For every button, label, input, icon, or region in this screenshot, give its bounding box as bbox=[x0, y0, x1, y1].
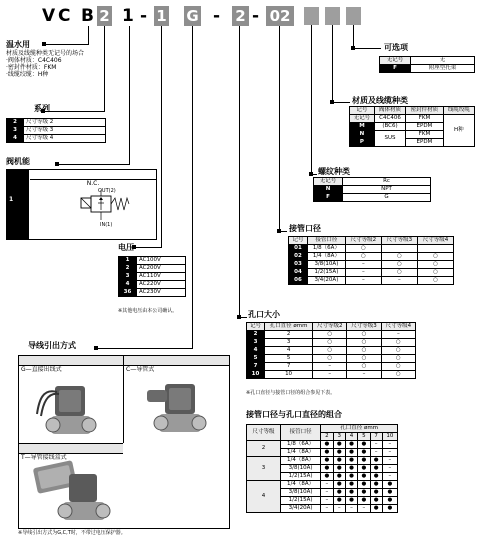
table-cell: ● bbox=[382, 497, 397, 505]
table-cell: ○ bbox=[417, 261, 453, 269]
table-cell: 2 bbox=[265, 331, 313, 339]
table-cell: 尺寸等级2 bbox=[313, 323, 347, 331]
table-cell: 10 bbox=[265, 371, 313, 379]
table-cell: 2 bbox=[247, 441, 281, 457]
table-cell: AC220V bbox=[137, 281, 186, 289]
option-title: 可选项 bbox=[384, 43, 408, 52]
table-cell: ● bbox=[358, 481, 370, 489]
table-cell: 无记号 bbox=[314, 178, 343, 186]
code-thread-box bbox=[304, 7, 319, 25]
table-cell: 记号 bbox=[350, 107, 375, 115]
table-cell: F bbox=[380, 65, 411, 73]
table-row bbox=[247, 371, 416, 379]
table-cell: 4 bbox=[345, 433, 357, 441]
in-label: IN(1) bbox=[100, 222, 113, 228]
table-cell: – bbox=[370, 449, 382, 457]
table-cell: ● bbox=[345, 497, 357, 505]
code-char-b: B bbox=[81, 6, 94, 26]
table-cell: ○ bbox=[313, 339, 347, 347]
combo-title: 接管口径与孔口直径的组合 bbox=[246, 410, 342, 419]
table-cell: AC110V bbox=[137, 273, 186, 281]
table-cell: 1/2(15A) bbox=[307, 269, 345, 277]
table-cell: ● bbox=[358, 457, 370, 465]
table-cell: ● bbox=[345, 473, 357, 481]
table-cell: 4 bbox=[119, 281, 137, 289]
lead-title: 导线引出方式 bbox=[28, 341, 76, 350]
table-cell: ● bbox=[345, 441, 357, 449]
table-cell: ○ bbox=[313, 347, 347, 355]
port-size-title: 接管口径 bbox=[289, 224, 321, 233]
orifice-title: 孔口大小 bbox=[248, 310, 280, 319]
table-row bbox=[119, 281, 186, 289]
orifice-note: ※孔口直径与接管口径的组合参见下表。 bbox=[246, 390, 336, 396]
valve-function-code: 1 bbox=[9, 196, 14, 203]
voltage-note: ※其他电压由本公司确认。 bbox=[118, 308, 178, 314]
table-cell: ○ bbox=[347, 331, 381, 339]
temp-water-line-1: 材质及线缆种类无记号的场合 bbox=[6, 50, 85, 57]
lead-c-label: C—导管式 bbox=[126, 366, 155, 373]
table-cell: 1/4（8A） bbox=[280, 481, 320, 489]
table-cell: G bbox=[343, 194, 431, 202]
table-cell: ● bbox=[370, 481, 382, 489]
table-row bbox=[380, 57, 475, 65]
table-row bbox=[314, 194, 431, 202]
table-cell: 1/4（8A） bbox=[307, 253, 345, 261]
material-title: 材质及线缆种类 bbox=[352, 96, 408, 105]
table-cell: ● bbox=[333, 473, 345, 481]
table-cell: ○ bbox=[345, 253, 381, 261]
table-cell: 3/4(20A) bbox=[307, 277, 345, 285]
table-cell: FKM bbox=[406, 131, 444, 139]
table-cell: 4 bbox=[247, 347, 265, 355]
table-cell: 36 bbox=[119, 289, 137, 297]
table-cell: ○ bbox=[345, 245, 381, 253]
table-row bbox=[247, 355, 416, 363]
table-cell: ○ bbox=[417, 253, 453, 261]
table-cell: ● bbox=[370, 505, 382, 513]
table-cell: 尺寸等级3 bbox=[381, 237, 417, 245]
table-cell: ● bbox=[333, 449, 345, 457]
out-label: OUT(2) bbox=[98, 188, 116, 194]
table-cell: FKM bbox=[406, 115, 444, 123]
table-cell: 1/8（6A） bbox=[307, 245, 345, 253]
table-cell: M bbox=[350, 123, 375, 131]
table-cell: 3 bbox=[7, 127, 24, 135]
thread-table bbox=[313, 177, 431, 202]
table-cell: 10 bbox=[247, 371, 265, 379]
table-cell: – bbox=[382, 457, 397, 465]
table-cell: – bbox=[370, 441, 382, 449]
table-cell: – bbox=[358, 505, 370, 513]
code-option-box bbox=[346, 7, 361, 25]
table-cell: ○ bbox=[381, 347, 415, 355]
table-cell: ● bbox=[370, 465, 382, 473]
temp-water-line-3: ·密封件材质：FKM bbox=[6, 64, 57, 71]
table-row bbox=[7, 127, 106, 135]
code-dash-1: - bbox=[140, 6, 148, 26]
table-row bbox=[119, 257, 186, 265]
table-cell: ● bbox=[333, 481, 345, 489]
table-cell: P bbox=[350, 139, 375, 147]
table-cell: 2 bbox=[247, 331, 265, 339]
table-cell: ○ bbox=[381, 355, 415, 363]
lead-box bbox=[18, 355, 230, 529]
valve-g-image bbox=[33, 370, 109, 440]
table-cell: 03 bbox=[289, 261, 308, 269]
table-cell: 1/2(15A) bbox=[280, 497, 320, 505]
table-cell: (BC6) bbox=[374, 123, 405, 131]
table-cell: ● bbox=[321, 449, 333, 457]
table-cell: 04 bbox=[289, 269, 308, 277]
table-cell: 接管口径 bbox=[280, 425, 320, 441]
table-cell: – bbox=[381, 331, 415, 339]
table-cell: 06 bbox=[289, 277, 308, 285]
table-cell: 尺寸等级 bbox=[247, 425, 281, 441]
table-cell: 1/8（6A） bbox=[280, 441, 320, 449]
table-cell: ○ bbox=[417, 269, 453, 277]
table-row bbox=[380, 65, 475, 73]
table-cell: 记号 bbox=[247, 323, 265, 331]
code-char-1: 1 bbox=[122, 6, 134, 26]
table-cell: 尺寸等级 2 bbox=[24, 119, 106, 127]
nc-label: N.C. bbox=[86, 180, 100, 187]
table-cell: 无 bbox=[411, 57, 475, 65]
table-cell: ● bbox=[358, 465, 370, 473]
lead-g-label: G—直接出线式 bbox=[21, 366, 62, 373]
table-cell: – bbox=[381, 277, 417, 285]
table-cell: 3 bbox=[119, 273, 137, 281]
table-cell: 尺寸等级2 bbox=[345, 237, 381, 245]
material-table bbox=[349, 106, 475, 147]
table-cell: ● bbox=[333, 497, 345, 505]
code-orifice-box: 2 bbox=[232, 6, 249, 26]
table-cell: N bbox=[350, 131, 375, 139]
table-cell: – bbox=[382, 473, 397, 481]
table-cell: F bbox=[314, 194, 343, 202]
valve-function-box bbox=[6, 169, 157, 240]
table-cell: 尺寸等级4 bbox=[417, 237, 453, 245]
table-cell: 3 bbox=[265, 339, 313, 347]
table-cell: ● bbox=[321, 457, 333, 465]
table-cell: ● bbox=[358, 449, 370, 457]
table-cell: – bbox=[345, 261, 381, 269]
table-cell: EPDM bbox=[406, 139, 444, 147]
table-row bbox=[7, 135, 106, 143]
table-cell bbox=[381, 245, 417, 253]
table-row bbox=[247, 441, 398, 449]
table-cell: ○ bbox=[347, 363, 381, 371]
table-cell: ● bbox=[345, 449, 357, 457]
table-cell: 尺寸等级4 bbox=[381, 323, 415, 331]
temp-water-section bbox=[6, 40, 84, 78]
table-row bbox=[247, 323, 416, 331]
table-cell: ● bbox=[321, 465, 333, 473]
table-row bbox=[289, 245, 454, 253]
table-cell: ○ bbox=[381, 363, 415, 371]
table-cell: ● bbox=[333, 489, 345, 497]
table-row bbox=[314, 178, 431, 186]
table-cell: 3 bbox=[247, 457, 281, 481]
table-cell: 10 bbox=[382, 433, 397, 441]
table-cell: ● bbox=[333, 465, 345, 473]
table-cell: – bbox=[313, 363, 347, 371]
code-lead-box: G bbox=[184, 6, 201, 26]
table-cell: ● bbox=[358, 473, 370, 481]
temp-water-line-4: ·线缆绞缆：H种 bbox=[6, 71, 49, 78]
table-cell: 4 bbox=[265, 347, 313, 355]
table-cell: 无记号 bbox=[350, 115, 375, 123]
table-cell: AC200V bbox=[137, 265, 186, 273]
table-row bbox=[119, 273, 186, 281]
table-cell: 3/8(10A) bbox=[307, 261, 345, 269]
table-cell: 尺寸等级 3 bbox=[24, 127, 106, 135]
table-cell: ● bbox=[358, 441, 370, 449]
table-cell: – bbox=[345, 505, 357, 513]
table-cell: SUS bbox=[374, 131, 405, 147]
table-cell: 1/4（8A） bbox=[280, 449, 320, 457]
code-voltage-box: 1 bbox=[154, 6, 169, 26]
table-cell: ○ bbox=[347, 355, 381, 363]
table-cell: ○ bbox=[313, 355, 347, 363]
table-cell: 2 bbox=[321, 433, 333, 441]
table-cell: 5 bbox=[247, 355, 265, 363]
table-cell: ● bbox=[358, 497, 370, 505]
table-cell: ● bbox=[370, 489, 382, 497]
table-cell: ● bbox=[370, 473, 382, 481]
table-cell: AC100V bbox=[137, 257, 186, 265]
table-cell: 尺寸等级 4 bbox=[24, 135, 106, 143]
table-cell: ○ bbox=[347, 339, 381, 347]
table-cell: 孔口直径 ømm bbox=[265, 323, 313, 331]
table-cell: ○ bbox=[313, 331, 347, 339]
table-cell: 无记号 bbox=[380, 57, 411, 65]
table-row bbox=[289, 237, 454, 245]
table-cell: ● bbox=[321, 473, 333, 481]
table-cell: ● bbox=[333, 441, 345, 449]
voltage-title: 电压 bbox=[118, 243, 134, 252]
table-row bbox=[247, 481, 398, 489]
table-cell: ● bbox=[358, 489, 370, 497]
table-cell: 7 bbox=[370, 433, 382, 441]
code-char-c: C bbox=[58, 6, 71, 26]
table-cell: – bbox=[321, 481, 333, 489]
table-row bbox=[314, 186, 431, 194]
table-cell: 7 bbox=[265, 363, 313, 371]
table-cell: ● bbox=[382, 505, 397, 513]
table-cell: ● bbox=[370, 457, 382, 465]
table-cell: – bbox=[345, 269, 381, 277]
table-cell: 4 bbox=[7, 135, 24, 143]
table-cell: ○ bbox=[347, 347, 381, 355]
table-row bbox=[247, 331, 416, 339]
table-cell: 1 bbox=[119, 257, 137, 265]
table-cell: Rc bbox=[343, 178, 431, 186]
port-size-table bbox=[288, 236, 454, 285]
table-cell: – bbox=[321, 489, 333, 497]
table-row bbox=[350, 107, 475, 115]
option-table bbox=[379, 56, 475, 73]
code-port-box: 02 bbox=[266, 6, 294, 26]
table-cell: ● bbox=[370, 497, 382, 505]
table-cell: – bbox=[382, 441, 397, 449]
table-cell: ○ bbox=[381, 269, 417, 277]
table-row bbox=[350, 115, 475, 123]
table-row bbox=[289, 277, 454, 285]
table-cell: 3/8(10A) bbox=[280, 489, 320, 497]
table-row bbox=[119, 265, 186, 273]
table-cell bbox=[417, 245, 453, 253]
table-cell: 3/8(10A) bbox=[280, 465, 320, 473]
table-cell: – bbox=[321, 497, 333, 505]
table-cell: 附座型托架 bbox=[411, 65, 475, 73]
table-row bbox=[289, 261, 454, 269]
thread-title: 螺纹种类 bbox=[318, 167, 350, 176]
table-cell: ○ bbox=[381, 339, 415, 347]
table-cell: N bbox=[314, 186, 343, 194]
table-cell: AC230V bbox=[137, 289, 186, 297]
table-cell: 尺寸等级3 bbox=[347, 323, 381, 331]
table-cell: 3 bbox=[333, 433, 345, 441]
table-cell: C4C406 bbox=[374, 115, 405, 123]
table-row bbox=[247, 363, 416, 371]
table-cell: 接管口径 bbox=[307, 237, 345, 245]
table-cell: 记号 bbox=[289, 237, 308, 245]
code-char-v: V bbox=[42, 6, 56, 26]
temp-water-line-2: ·阀体材质：C4C406 bbox=[6, 57, 62, 64]
table-cell: – bbox=[321, 505, 333, 513]
combo-table bbox=[246, 424, 398, 513]
table-cell: 1/2(15A) bbox=[280, 473, 320, 481]
table-cell: ○ bbox=[381, 371, 415, 379]
table-cell: NPT bbox=[343, 186, 431, 194]
table-cell: EPDM bbox=[406, 123, 444, 131]
table-row bbox=[289, 253, 454, 261]
table-cell: H种 bbox=[443, 115, 474, 147]
table-cell: 孔口直径 ømm bbox=[321, 425, 398, 433]
table-cell: 4 bbox=[247, 481, 281, 513]
table-cell: 01 bbox=[289, 245, 308, 253]
table-cell: ● bbox=[345, 481, 357, 489]
table-cell: 1/4（8A） bbox=[280, 457, 320, 465]
table-cell: – bbox=[333, 505, 345, 513]
lead-note: ※导线引出方式为G,C,T时，不带过电压保护器。 bbox=[18, 530, 126, 536]
table-cell: 5 bbox=[358, 433, 370, 441]
table-cell: – bbox=[345, 277, 381, 285]
voltage-table bbox=[118, 256, 186, 297]
table-cell: ● bbox=[382, 489, 397, 497]
table-cell: ● bbox=[345, 489, 357, 497]
table-cell: ● bbox=[345, 465, 357, 473]
table-row bbox=[247, 339, 416, 347]
table-cell: – bbox=[347, 371, 381, 379]
valve-function-title: 阀机能 bbox=[6, 157, 30, 166]
table-row bbox=[289, 269, 454, 277]
table-row bbox=[119, 289, 186, 297]
code-material-box bbox=[325, 7, 340, 25]
table-cell: 2 bbox=[7, 119, 24, 127]
table-row bbox=[7, 119, 106, 127]
table-cell: ● bbox=[321, 441, 333, 449]
orifice-table bbox=[246, 322, 416, 379]
table-row bbox=[247, 347, 416, 355]
table-cell: – bbox=[382, 465, 397, 473]
series-table bbox=[6, 118, 106, 143]
table-cell: ○ bbox=[381, 253, 417, 261]
table-cell: ● bbox=[333, 457, 345, 465]
lead-t-label: T—导管接线盒式 bbox=[21, 454, 67, 461]
table-cell: ○ bbox=[417, 277, 453, 285]
table-row bbox=[247, 457, 398, 465]
code-series-box: 2 bbox=[97, 6, 112, 26]
table-cell: 密封件材质 bbox=[406, 107, 444, 115]
table-cell: – bbox=[382, 449, 397, 457]
table-cell: 3/4(20A) bbox=[280, 505, 320, 513]
table-cell: 线缆绞缆 bbox=[443, 107, 474, 115]
table-cell: – bbox=[313, 371, 347, 379]
table-cell: 2 bbox=[119, 265, 137, 273]
valve-t-image bbox=[29, 456, 115, 526]
table-row bbox=[247, 425, 398, 433]
table-cell: 7 bbox=[247, 363, 265, 371]
table-cell: ● bbox=[345, 457, 357, 465]
table-cell: 阀体材质 bbox=[374, 107, 405, 115]
table-cell: 02 bbox=[289, 253, 308, 261]
table-cell: ○ bbox=[381, 261, 417, 269]
table-cell: 3 bbox=[247, 339, 265, 347]
code-dash-3: - bbox=[252, 6, 260, 26]
series-title: 系列 bbox=[34, 104, 50, 113]
valve-c-image bbox=[137, 370, 217, 440]
table-cell: 5 bbox=[265, 355, 313, 363]
code-dash-2: - bbox=[213, 6, 221, 26]
table-cell: ● bbox=[382, 481, 397, 489]
temp-water-title: 温水用 bbox=[6, 40, 30, 49]
